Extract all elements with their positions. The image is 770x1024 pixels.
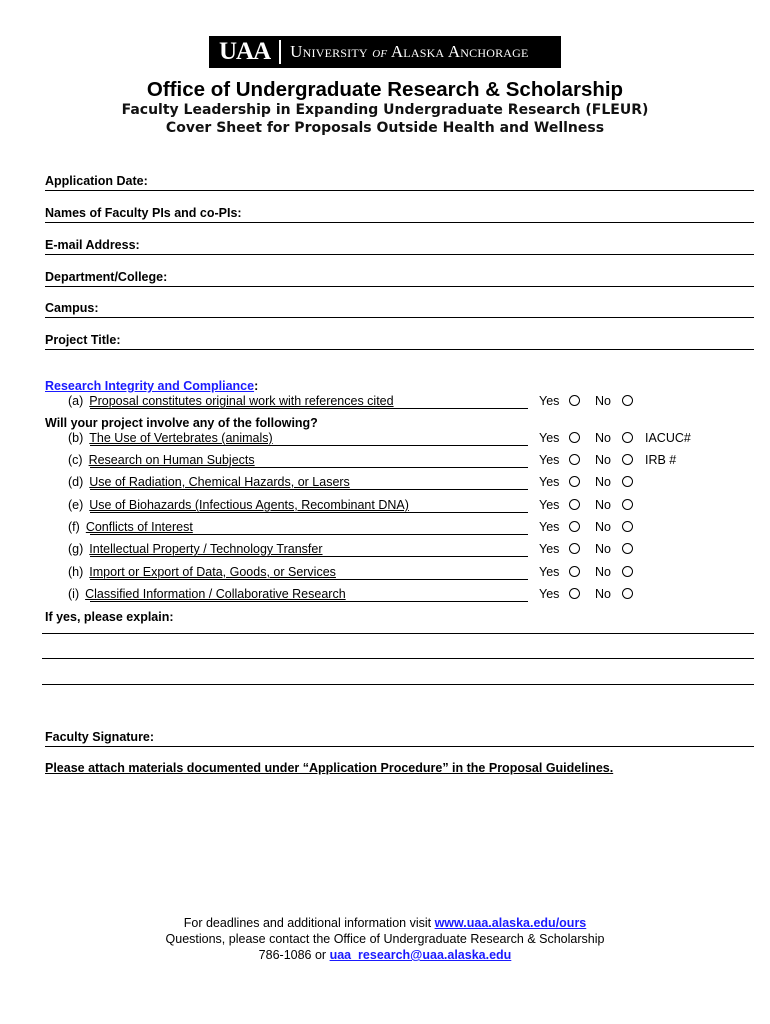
compliance-link[interactable]: Research Integrity and Compliance [45,379,255,393]
compliance-item-label [68,431,273,445]
yes-radio[interactable] [569,499,580,510]
no-label: No [595,542,611,556]
yes-radio[interactable] [569,432,580,443]
yes-radio[interactable] [569,395,580,406]
yes-radio[interactable] [569,566,580,577]
explain-line-1[interactable] [42,633,754,634]
no-radio[interactable] [622,566,633,577]
no-radio[interactable] [622,588,633,599]
no-radio[interactable] [622,499,633,510]
compliance-item-label [68,520,193,534]
logo-text: University of Alaska Anchorage [290,42,529,61]
signature-label: Faculty Signature: [45,730,155,744]
compliance-item-label [68,498,409,512]
department-field[interactable] [45,286,754,287]
no-radio[interactable] [622,476,633,487]
footer-line-2: Questions, please contact the Office of Undergraduate Research & Scholarship [165,932,605,946]
yes-radio[interactable] [569,454,580,465]
yes-label: Yes [539,431,560,445]
item-text: Classified Information / Collaborative Research [85,587,346,601]
page-subtitle-2: Cover Sheet for Proposals Outside Health and Wellness [165,120,605,136]
no-radio[interactable] [622,543,633,554]
email-field[interactable] [45,254,754,255]
yes-radio[interactable] [569,521,580,532]
no-label: No [595,587,611,601]
item-letter: (i) [68,587,80,601]
names-label: Names of Faculty PIs and co-PIs: [45,206,242,220]
footer-line-3: 786-1086 or uaa_research@uaa.alaska.edu [258,948,512,962]
attach-note: Please attach materials documented under “Application Procedure” in the Proposal Guidelines. [45,761,614,775]
no-radio[interactable] [622,454,633,465]
item-underline [90,579,528,580]
no-radio[interactable] [622,521,633,532]
no-label: No [595,394,611,408]
compliance-item-label [68,565,336,579]
project-title-field[interactable] [45,349,754,350]
yes-radio[interactable] [569,543,580,554]
campus-field[interactable] [45,317,754,318]
campus-label: Campus: [45,301,99,315]
compliance-question: Will your project involve any of the following? [45,416,318,430]
compliance-item-label [68,475,350,489]
item-letter: (b) [68,431,84,445]
item-underline [90,445,528,446]
email-link[interactable]: uaa_research@uaa.alaska.edu [329,948,512,962]
yes-radio[interactable] [569,476,580,487]
compliance-item-label [68,587,346,601]
no-label: No [595,565,611,579]
explain-line-3[interactable] [42,684,754,685]
yes-label: Yes [539,453,560,467]
yes-label: Yes [539,475,560,489]
yes-label: Yes [539,498,560,512]
item-underline [90,408,528,409]
uaa-logo [209,36,561,68]
logo-mark: UAA [219,38,271,65]
item-letter: (g) [68,542,84,556]
item-letter: (d) [68,475,84,489]
project-title-label: Project Title: [45,333,121,347]
item-letter: (a) [68,394,84,408]
item-underline [90,601,528,602]
approval-number-label: IACUC# [645,431,691,445]
item-text: Import or Export of Data, Goods, or Services [89,565,336,579]
yes-label: Yes [539,542,560,556]
item-underline [90,467,528,468]
no-radio[interactable] [622,395,633,406]
yes-label: Yes [539,587,560,601]
item-text: Intellectual Property / Technology Transfer [89,542,323,556]
item-letter: (c) [68,453,83,467]
compliance-item-label [68,542,323,556]
item-text: Use of Biohazards (Infectious Agents, Recombinant DNA) [89,498,409,512]
yes-label: Yes [539,520,560,534]
item-underline [90,489,528,490]
no-label: No [595,453,611,467]
page-subtitle: Faculty Leadership in Expanding Undergraduate Research (FLEUR) [121,102,649,118]
department-label: Department/College: [45,270,168,284]
website-link[interactable]: www.uaa.alaska.edu/ours [434,916,587,930]
names-field[interactable] [45,222,754,223]
explain-line-2[interactable] [42,658,754,659]
item-underline [90,534,528,535]
compliance-heading: Research Integrity and Compliance: [45,379,259,393]
no-label: No [595,520,611,534]
compliance-item-label [68,394,394,408]
compliance-item-label [68,453,255,467]
footer-line-1: For deadlines and additional information visit www.uaa.alaska.edu/ours [183,916,587,930]
no-radio[interactable] [622,432,633,443]
item-text: The Use of Vertebrates (animals) [89,431,273,445]
item-letter: (h) [68,565,84,579]
item-text: Proposal constitutes original work with references cited [89,394,394,408]
item-text: Use of Radiation, Chemical Hazards, or Lasers [89,475,350,489]
page-title: Office of Undergraduate Research & Scholarship [146,78,624,101]
item-letter: (f) [68,520,80,534]
application-date-label: Application Date: [45,174,148,188]
explain-label: If yes, please explain: [45,610,174,624]
item-text: Research on Human Subjects [88,453,255,467]
email-label: E-mail Address: [45,238,140,252]
yes-label: Yes [539,565,560,579]
no-label: No [595,498,611,512]
yes-label: Yes [539,394,560,408]
item-underline [90,556,528,557]
yes-radio[interactable] [569,588,580,599]
signature-field[interactable] [45,746,754,747]
no-label: No [595,475,611,489]
no-label: No [595,431,611,445]
item-letter: (e) [68,498,84,512]
application-date-field[interactable] [45,190,754,191]
approval-number-label: IRB # [645,453,677,467]
item-underline [90,512,528,513]
item-text: Conflicts of Interest [85,520,193,534]
